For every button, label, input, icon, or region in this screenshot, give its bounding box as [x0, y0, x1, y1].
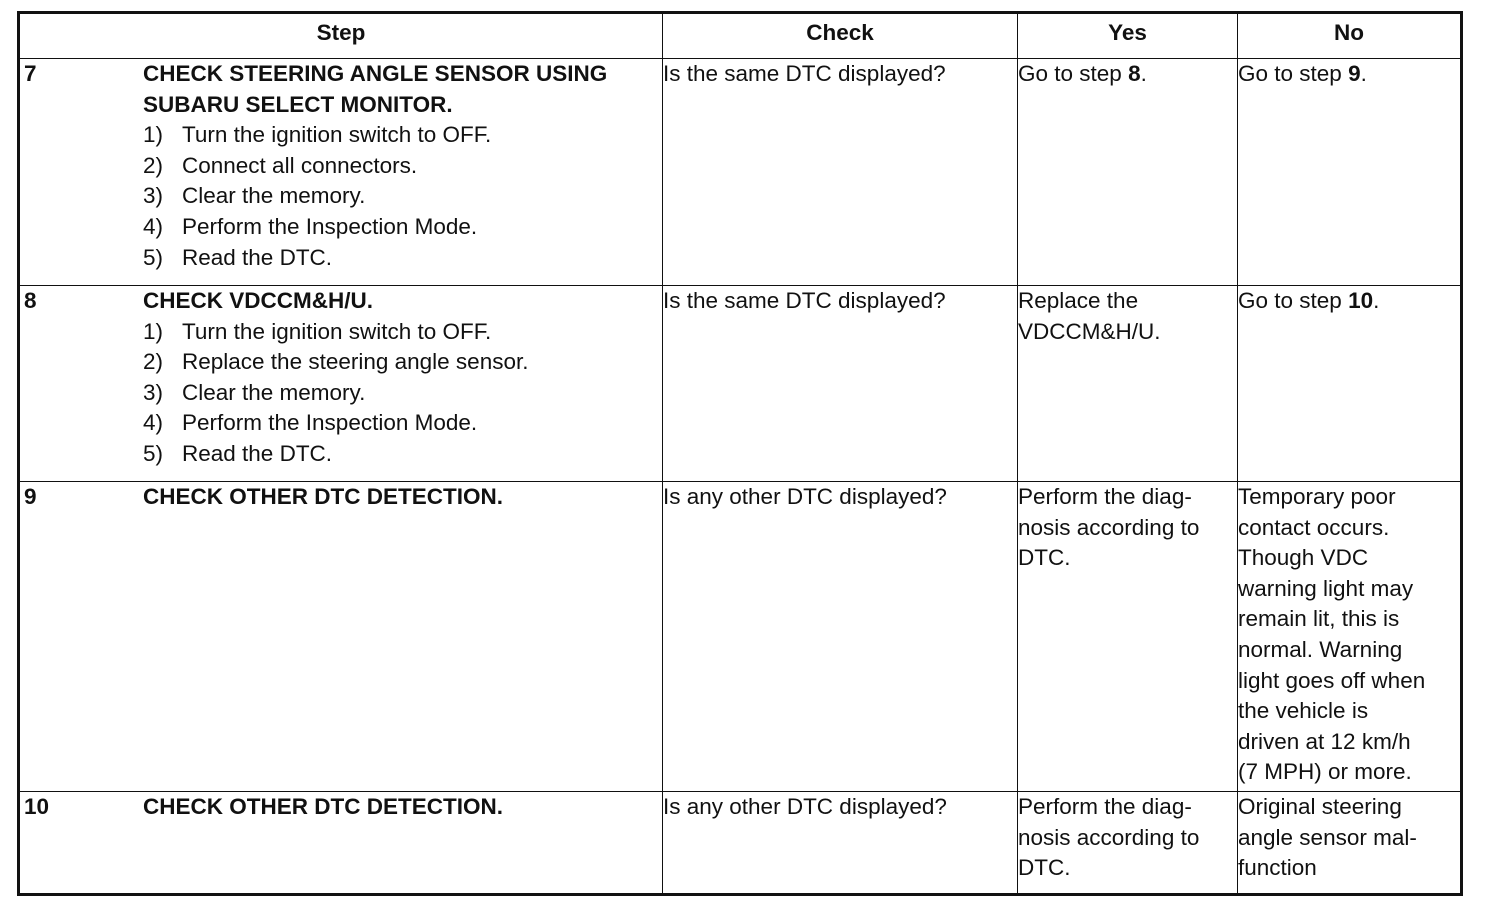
step-title: CHECK OTHER DTC DETECTION. [143, 794, 503, 819]
substep-number: 3) [143, 379, 164, 405]
diagnostic-table [17, 11, 1463, 896]
substep [143, 439, 656, 470]
substep-number: 5) [143, 440, 164, 466]
no-cell [1238, 59, 1462, 286]
substep-number: 4) [143, 410, 164, 436]
no-line: angle sensor mal- [1238, 824, 1417, 850]
substep [143, 151, 656, 182]
yes-line: Replace the [1018, 288, 1139, 313]
no-line: the vehicle is [1238, 698, 1369, 724]
no-line: remain lit, this is [1238, 606, 1400, 632]
table-row [19, 482, 1462, 792]
yes-line: DTC. [1018, 855, 1071, 881]
no-step-ref: 10 [1348, 288, 1374, 313]
step-title: CHECK STEERING ANGLE SENSOR USING SUBARU SELECT MONITOR. [143, 61, 608, 117]
yes-line: DTC. [1018, 545, 1071, 571]
header-row [19, 13, 1462, 59]
no-text: Go to step [1238, 288, 1349, 313]
substep-text: Turn the ignition switch to OFF. [182, 122, 492, 148]
substep-number: 5) [143, 244, 164, 270]
check-cell: Is any other DTC displayed? [663, 792, 1018, 895]
substep [143, 378, 656, 409]
step-number: 9 [24, 484, 37, 509]
header-yes: Yes [1018, 13, 1238, 59]
substep-text: Perform the Inspection Mode. [182, 213, 478, 239]
no-line: Though VDC [1238, 545, 1369, 571]
substep-number: 1) [143, 122, 164, 148]
substep [143, 181, 656, 212]
table-row [19, 792, 1462, 895]
yes-line: Perform the diag- [1018, 484, 1192, 509]
check-cell: Is any other DTC displayed? [663, 482, 1018, 792]
no-step-ref: 9 [1348, 61, 1361, 86]
yes-line: VDCCM&H/U. [1018, 318, 1161, 344]
yes-cell [1018, 482, 1238, 792]
substep [143, 347, 656, 378]
step-number: 7 [24, 61, 37, 86]
no-suffix: . [1373, 288, 1380, 313]
substep-number: 3) [143, 183, 164, 209]
step-number: 8 [24, 288, 37, 313]
no-line: warning light may [1238, 575, 1414, 601]
step-cell [19, 59, 663, 286]
substep [143, 120, 656, 151]
step-cell [19, 792, 663, 895]
substep-text: Connect all connectors. [182, 152, 418, 178]
no-line: function [1238, 855, 1317, 881]
header-step: Step [19, 13, 663, 59]
no-line: normal. Warning [1238, 636, 1403, 662]
substep-text: Clear the memory. [182, 379, 366, 405]
no-cell [1238, 482, 1462, 792]
step-cell [19, 482, 663, 792]
header-no: No [1238, 13, 1462, 59]
no-text: Go to step [1238, 61, 1349, 86]
no-line: light goes off when [1238, 667, 1426, 693]
no-line: Temporary poor [1238, 484, 1396, 509]
yes-cell [1018, 286, 1238, 482]
substep-number: 4) [143, 213, 164, 239]
substep-number: 2) [143, 349, 164, 375]
no-line: driven at 12 km/h [1238, 728, 1411, 754]
no-line: Original steering [1238, 794, 1402, 819]
step-cell [19, 286, 663, 482]
no-suffix: . [1360, 61, 1367, 86]
table-row [19, 59, 1462, 286]
substep-text: Read the DTC. [182, 244, 333, 270]
substep-number: 1) [143, 318, 164, 344]
yes-line: Perform the diag- [1018, 794, 1192, 819]
substep [143, 212, 656, 243]
substep-text: Replace the steering angle sensor. [182, 349, 529, 375]
no-line: contact occurs. [1238, 514, 1390, 540]
check-cell: Is the same DTC displayed? [663, 59, 1018, 286]
substep-text: Turn the ignition switch to OFF. [182, 318, 492, 344]
substep [143, 317, 656, 348]
step-title: CHECK OTHER DTC DETECTION. [143, 484, 503, 509]
yes-cell [1018, 59, 1238, 286]
no-cell [1238, 792, 1462, 895]
substep-number: 2) [143, 152, 164, 178]
yes-cell [1018, 792, 1238, 895]
step-title: CHECK VDCCM&H/U. [143, 288, 373, 313]
yes-suffix: . [1140, 61, 1147, 86]
yes-line: nosis according to [1018, 514, 1200, 540]
step-number: 10 [24, 794, 50, 819]
yes-step-ref: 8 [1128, 61, 1141, 86]
check-cell: Is the same DTC displayed? [663, 286, 1018, 482]
yes-line: nosis according to [1018, 824, 1200, 850]
yes-text: Go to step [1018, 61, 1129, 86]
substep-text: Perform the Inspection Mode. [182, 410, 478, 436]
no-line: (7 MPH) or more. [1238, 759, 1412, 785]
table-row [19, 286, 1462, 482]
substep-text: Read the DTC. [182, 440, 333, 466]
no-cell [1238, 286, 1462, 482]
substep [143, 408, 656, 439]
substep [143, 243, 656, 274]
header-check: Check [663, 13, 1018, 59]
substep-text: Clear the memory. [182, 183, 366, 209]
